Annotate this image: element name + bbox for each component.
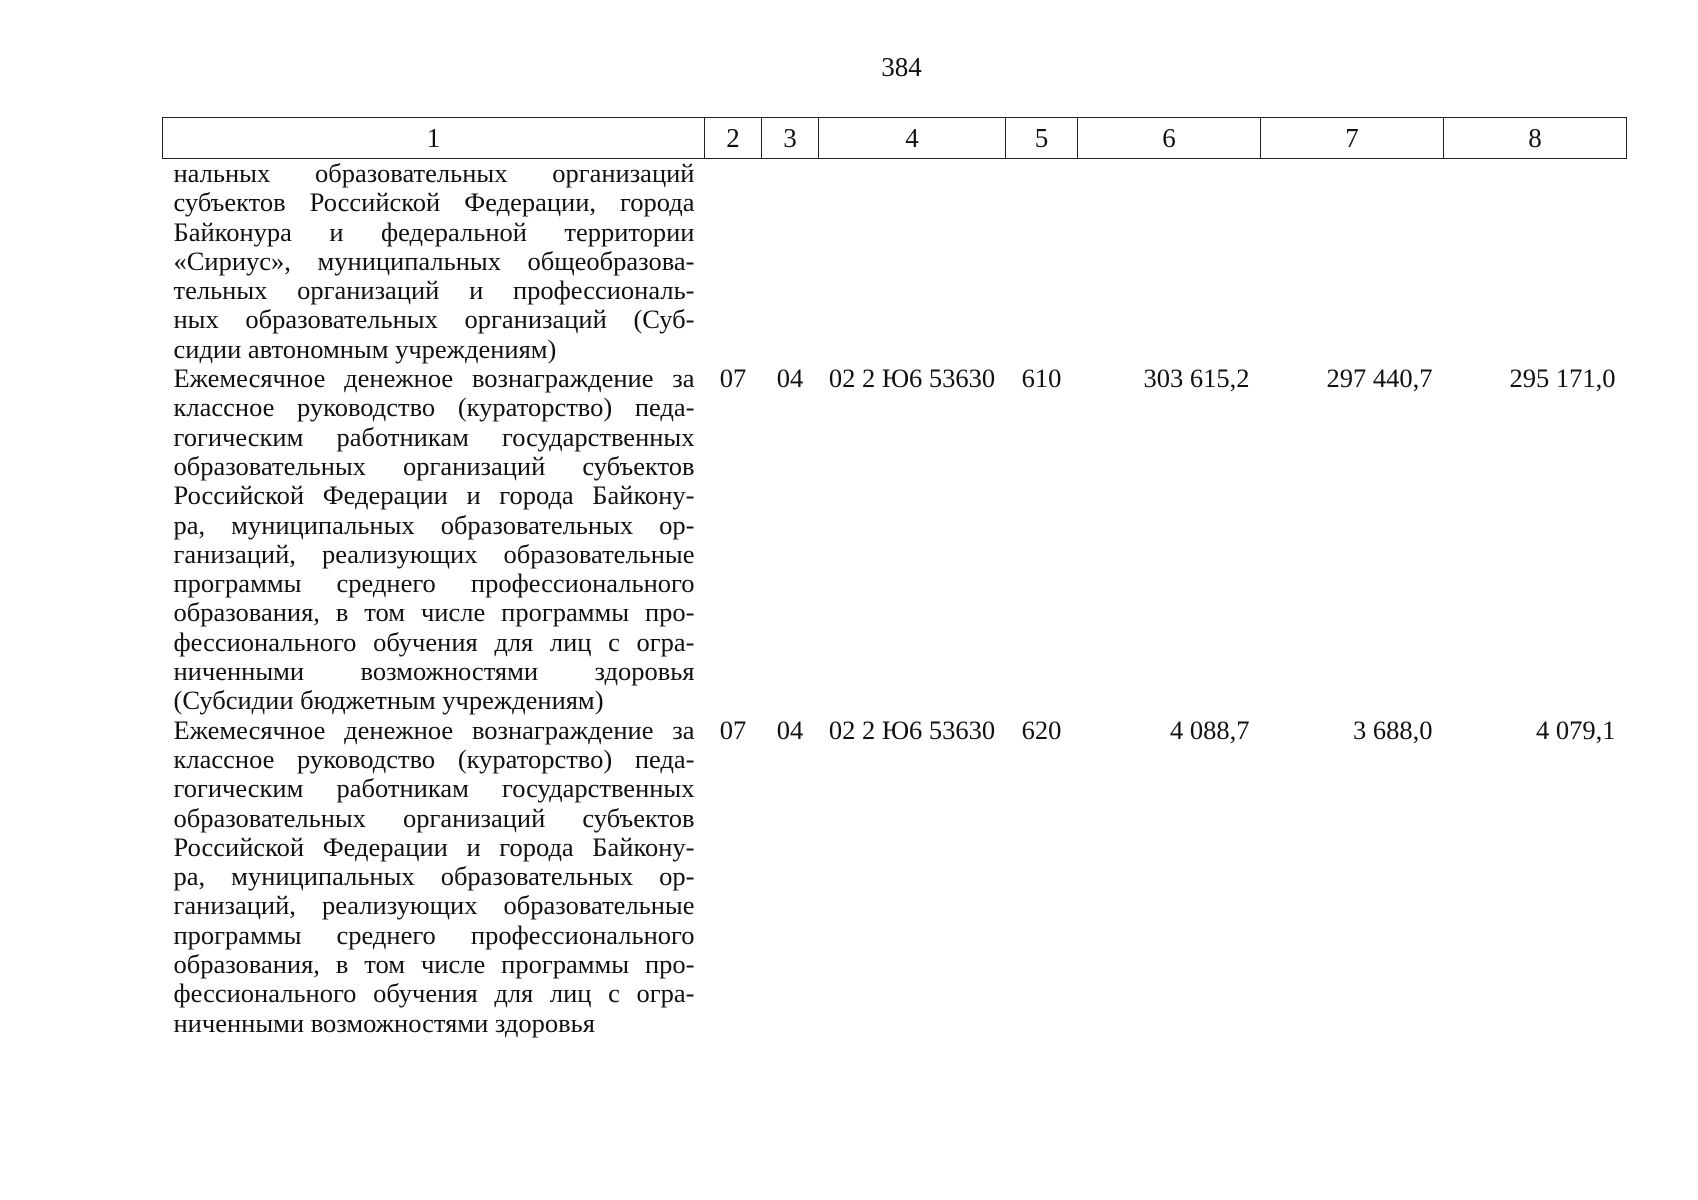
description-line: гогическим работникам государственных — [173, 421, 695, 452]
section-code: 07 — [719, 363, 747, 394]
amount-col-6 — [1078, 159, 1261, 365]
subsection-code: 04 — [776, 714, 804, 745]
description-line: (Субсидии бюджетным учреждениям) — [173, 685, 604, 716]
table-row — [163, 159, 1627, 365]
subsection-code: 04 — [776, 363, 804, 394]
description-line: тельных организаций и профессиональ- — [173, 275, 695, 306]
section-code: 07 — [719, 714, 747, 745]
description-line: Байконура и федеральной территории — [173, 216, 695, 247]
header-col-5: 5 — [1006, 118, 1078, 159]
description-line: образования, в том числе программы про- — [173, 949, 695, 980]
target-article-code — [819, 159, 1006, 365]
description-line: Ежемесячное денежное вознаграждение за — [173, 363, 695, 394]
amount-col-8: 295 171,0 — [1509, 363, 1616, 394]
description-line: сидии автономным учреждениям) — [173, 333, 557, 364]
description-line: ганизаций, реализующих образовательные — [173, 538, 695, 569]
target-article-code: 02 2 Ю6 53630 — [828, 363, 996, 394]
description-line: фессионального обучения для лиц с огра- — [173, 978, 695, 1009]
header-col-8: 8 — [1444, 118, 1627, 159]
description-line: фессионального обучения для лиц с огра- — [173, 626, 695, 657]
expense-type-code: 610 — [1021, 363, 1062, 394]
header-col-2: 2 — [705, 118, 762, 159]
amount-col-7: 3 688,0 — [1353, 714, 1433, 745]
budget-table-container — [162, 117, 1626, 1038]
subsection-code — [762, 159, 819, 365]
row-description — [163, 716, 705, 1038]
description-line: ра, муниципальных образовательных ор- — [173, 861, 695, 892]
description-line: программы среднего профессионального — [173, 919, 695, 950]
table-body — [163, 159, 1627, 1038]
expense-type-code: 620 — [1021, 714, 1062, 745]
row-description — [163, 159, 705, 365]
description-line: ниченными возможностями здоровья — [173, 656, 695, 687]
header-col-3: 3 — [762, 118, 819, 159]
section-code — [705, 159, 762, 365]
description-line: образовательных организаций субъектов — [173, 450, 695, 481]
description-line: ниченными возможностями здоровья — [173, 1007, 595, 1038]
description-line: классное руководство (кураторство) педа- — [173, 392, 695, 423]
table-row — [163, 364, 1627, 716]
description-line: Российской Федерации и города Байкону- — [173, 831, 695, 862]
header-col-7: 7 — [1261, 118, 1444, 159]
description-line: ра, муниципальных образовательных ор- — [173, 509, 695, 540]
header-col-4: 4 — [819, 118, 1006, 159]
header-row — [163, 118, 1627, 159]
page-number: 384 — [881, 52, 922, 82]
description-line: программы среднего профессионального — [173, 568, 695, 599]
description-line: гогическим работникам государственных — [173, 773, 695, 804]
description-line: Российской Федерации и города Байкону- — [173, 480, 695, 511]
description-line: Ежемесячное денежное вознаграждение за — [173, 714, 695, 745]
row-description — [163, 364, 705, 716]
header-col-1: 1 — [163, 118, 705, 159]
description-line: нальных образовательных организаций — [173, 158, 695, 188]
table-row — [163, 716, 1627, 1038]
table-header — [163, 118, 1627, 159]
amount-col-7 — [1261, 159, 1444, 365]
budget-table — [162, 117, 1627, 1038]
amount-col-7: 297 440,7 — [1326, 363, 1433, 394]
amount-col-6: 4 088,7 — [1170, 714, 1250, 745]
target-article-code: 02 2 Ю6 53630 — [828, 714, 996, 745]
description-line: ных образовательных организаций (Суб- — [173, 304, 695, 335]
description-line: классное руководство (кураторство) педа- — [173, 743, 695, 774]
description-line: «Сириус», муниципальных общеобразова- — [173, 245, 695, 276]
description-line: субъектов Российской Федерации, города — [173, 187, 695, 218]
header-col-6: 6 — [1078, 118, 1261, 159]
expense-type-code — [1006, 159, 1078, 365]
amount-col-8: 4 079,1 — [1536, 714, 1616, 745]
description-line: образования, в том числе программы про- — [173, 597, 695, 628]
amount-col-6: 303 615,2 — [1143, 363, 1250, 394]
amount-col-8 — [1444, 159, 1627, 365]
description-line: образовательных организаций субъектов — [173, 802, 695, 833]
description-line: ганизаций, реализующих образовательные — [173, 890, 695, 921]
